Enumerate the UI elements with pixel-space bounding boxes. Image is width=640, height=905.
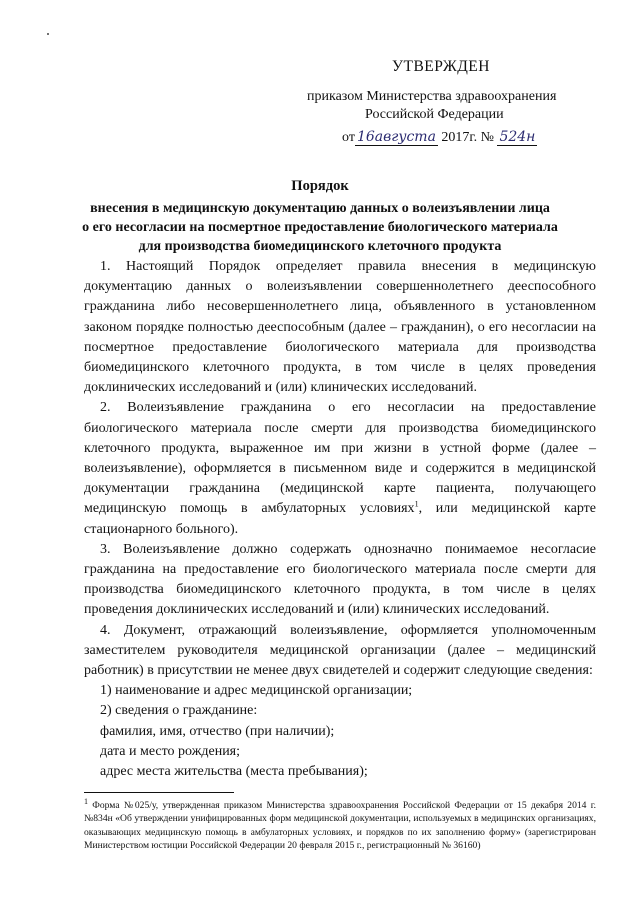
approval-date-line [342,128,600,147]
approval-title: УТВЕРЖДЕН [392,58,490,75]
list-item-2a: фамилия, имя, отчество (при наличии); [100,723,335,739]
paragraph-4: 4. Документ, отражающий волеизъявление, оформляется уполномоченным заместителем руководителя медицинской организации (далее – медицинский работник) в присутствии не менее двух свидетелей и содержит следующие сведения: [84,622,596,679]
list-item-2b: дата и место рождения; [100,743,241,759]
title-line-1: внесения в медицинскую документацию данных о волеизъявлении лица [90,201,550,216]
scan-speck [47,33,49,35]
paragraph-3: 3. Волеизъявление должно содержать однозначно понимаемое несогласие гражданина на предоставление его биологического материала после смерти для производства биомедицинского клеточного продукта, в том числе в целях проведения доклинических исследований и (или) клинических исследований. [84,541,596,618]
approval-org-line2: Российской Федерации [365,107,504,122]
order-number-handwritten: 524н [499,129,536,145]
document-body [84,257,596,782]
approval-org-line1: приказом Министерства здравоохранения [307,89,557,104]
date-prefix: от [342,130,355,145]
footnote [84,796,596,853]
paragraph-2-text: 2. Волеизъявление гражданина о его несогласии на предоставление биологического материала после смерти для производства биомедицинского клеточного продукта, выраженное им при жизни в устной форме (далее – волеизъявление), оформляется в письменном виде и содержится в медицинской документации гражданина (медицинской карте пациента, получающего медицинскую помощь в амбулаторных условиях [84,400,596,517]
list-item-2: 2) сведения о гражданине: [100,703,258,719]
document-title [40,177,600,256]
paragraph-2 [84,398,596,539]
footnote-text: Форма №025/у, утвержденная приказом Министерства здравоохранения Российской Федерации от 15 декабря 2014 г. №834н «Об утверждении унифицированных форм медицинской документации, используемых в медицинских организациях, оказывающих медицинскую помощь в амбулаторных условиях, и порядков по их заполнению форму» (зарегистрирован Министерством юстиции Российской Федерации 20 февраля 2015 г., регистрационный № 36160) [84,800,596,852]
date-year: 2017г. [441,130,478,145]
title-line-3: для производства биомедицинского клеточного продукта [138,239,502,254]
paragraph-2-tail: , или медицинской карте стационарного больного). [84,501,596,537]
number-prefix: № [480,130,494,145]
paragraph-1: 1. Настоящий Порядок определяет правила внесения в медицинскую документацию данных о волеизъявлении совершеннолетнего дееспособного гражданина либо несовершеннолетнего лица, объявленного в установленном законом порядке полностью дееспособным (далее – гражданин), о его несогласии на посмертное предоставление биологического материала для производства биомедицинского клеточного продукта, в том числе в целях проведения доклинических исследований и (или) клинических исследований. [84,259,596,396]
footnote-mark: 1 [84,796,88,806]
title-heading: Порядок [291,178,349,194]
title-line-2: о его несогласии на посмертное предоставление биологического материала [82,220,558,235]
approval-stamp-block [300,58,600,147]
date-day: 16 [356,129,375,145]
footnote-ref: 1 [414,499,419,509]
date-month: августа [374,129,436,145]
list-item-1: 1) наименование и адрес медицинской организации; [100,683,413,699]
list-item-2c: адрес места жительства (места пребывания); [100,764,368,780]
date-handwritten [355,129,438,146]
footnote-divider [84,792,234,793]
